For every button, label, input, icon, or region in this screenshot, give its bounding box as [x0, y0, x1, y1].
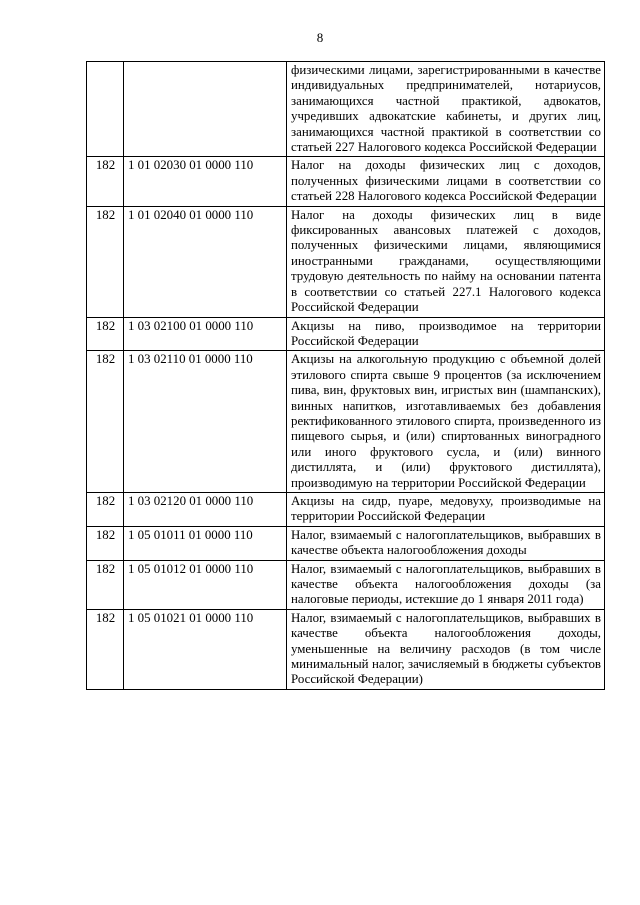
kbk-code-cell: 1 01 02040 01 0000 110 [124, 206, 287, 317]
table-row [87, 609, 605, 689]
table-row [87, 351, 605, 493]
table-row [87, 526, 605, 560]
admin-code-cell: 182 [87, 492, 124, 526]
budget-classification-table [86, 61, 605, 690]
description-cell: Налог, взимаемый с налогоплательщиков, выбравших в качестве объекта налогообложения доходы (за налоговые периоды, истекшие до 1 января 2011 года) [287, 560, 605, 609]
admin-code-cell: 182 [87, 157, 124, 206]
kbk-code-cell: 1 05 01011 01 0000 110 [124, 526, 287, 560]
admin-code-cell [87, 62, 124, 157]
table-row [87, 206, 605, 317]
kbk-code-cell: 1 03 02110 01 0000 110 [124, 351, 287, 493]
page-number: 8 [316, 30, 324, 45]
table-row [87, 317, 605, 351]
table-row [87, 62, 605, 157]
admin-code-cell: 182 [87, 317, 124, 351]
table-row [87, 560, 605, 609]
admin-code-cell: 182 [87, 526, 124, 560]
kbk-code-cell [124, 62, 287, 157]
description-cell: Акцизы на пиво, производимое на территории Российской Федерации [287, 317, 605, 351]
admin-code-cell: 182 [87, 609, 124, 689]
kbk-code-cell: 1 05 01021 01 0000 110 [124, 609, 287, 689]
admin-code-cell: 182 [87, 560, 124, 609]
description-cell: Акцизы на сидр, пуаре, медовуху, производимые на территории Российской Федерации [287, 492, 605, 526]
table-row [87, 492, 605, 526]
admin-code-cell: 182 [87, 351, 124, 493]
kbk-code-cell: 1 01 02030 01 0000 110 [124, 157, 287, 206]
description-cell: Акцизы на алкогольную продукцию с объемной долей этилового спирта свыше 9 процентов (за исключением пива, вин, фруктовых вин, игристых вин (шампанских), винных напитков, изготавливаемых без добавления ректификованного этилового спирта, произведенного из пищевого сырья, и (или) спиртованных виноградного или иного фруктового сусла, и (или) винного дистиллята, и (или) фруктового дистиллята), производимую на территории Российской Федерации [287, 351, 605, 493]
admin-code-cell: 182 [87, 206, 124, 317]
description-cell: физическими лицами, зарегистрированными в качестве индивидуальных предпринимателей, нотариусов, занимающихся частной практикой, адвокатов, учредивших адвокатские кабинеты, и других лиц, занимающихся частной практикой в соответствии со статьей 227 Налогового кодекса Российской Федерации [287, 62, 605, 157]
kbk-code-cell: 1 05 01012 01 0000 110 [124, 560, 287, 609]
description-cell: Налог на доходы физических лиц в виде фиксированных авансовых платежей с доходов, полученных физическими лицами, являющимися иностранными гражданами, осуществляющими трудовую деятельность по найму на основании патента в соответствии со статьей 227.1 Налогового кодекса Российской Федерации [287, 206, 605, 317]
description-cell: Налог на доходы физических лиц с доходов, полученных физическими лицами в соответствии со статьей 228 Налогового кодекса Российской Федерации [287, 157, 605, 206]
description-cell: Налог, взимаемый с налогоплательщиков, выбравших в качестве объекта налогообложения доходы [287, 526, 605, 560]
table-body [87, 62, 605, 690]
description-cell: Налог, взимаемый с налогоплательщиков, выбравших в качестве объекта налогообложения доходы, уменьшенные на величину расходов (в том числе минимальный налог, зачисляемый в бюджеты субъектов Российской Федерации) [287, 609, 605, 689]
table-row [87, 157, 605, 206]
kbk-code-cell: 1 03 02120 01 0000 110 [124, 492, 287, 526]
kbk-code-cell: 1 03 02100 01 0000 110 [124, 317, 287, 351]
